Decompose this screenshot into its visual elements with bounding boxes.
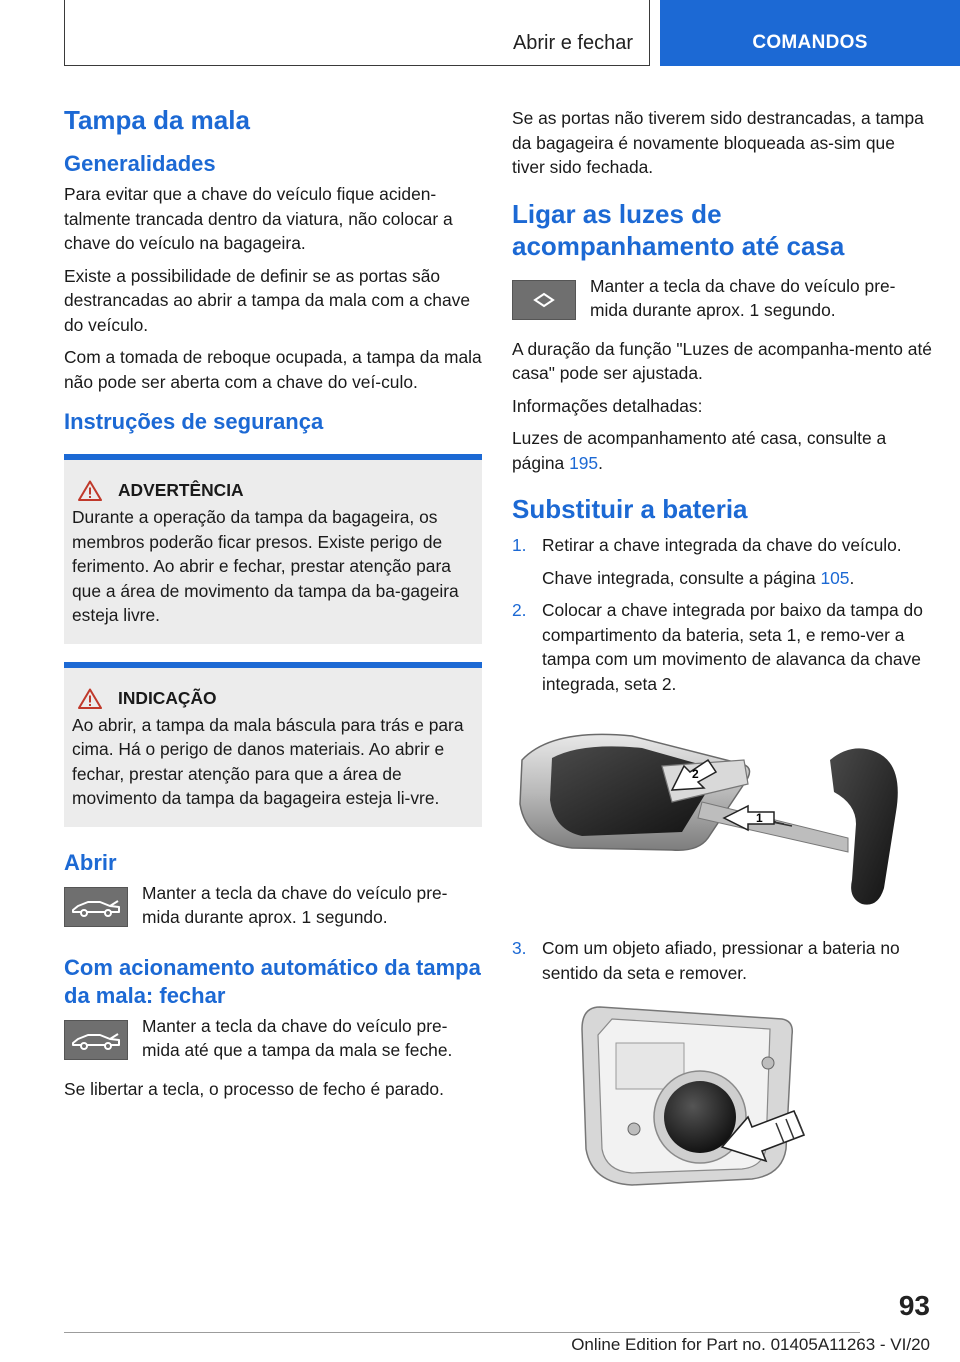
open-heading: Abrir	[64, 849, 117, 875]
car-trunk-icon	[70, 1029, 122, 1051]
lights-paragraph-1: A duração da função "Luzes de acompanha-mento até casa" pode ser ajustada.	[512, 338, 932, 383]
general-paragraph-1: Para evitar que a chave do veículo fique aciden-talmente trancada dentro da viatura, não colocar a chave do veículo na bagageira.	[64, 184, 453, 253]
page-link-195[interactable]: 195	[569, 452, 599, 473]
car-trunk-icon	[70, 896, 122, 918]
step-text: Com um objeto afiado, pressionar a bateria no sentido da seta e remover.	[542, 938, 900, 983]
open-key-text: Manter a tecla da chave do veículo pre-mida durante aprox. 1 segundo.	[142, 882, 448, 927]
lights-key-button-icon	[512, 280, 576, 320]
trunk-close-key-button-icon	[64, 1020, 128, 1060]
step-number: 1.	[512, 535, 527, 555]
notice-title: INDICAÇÃO	[118, 687, 217, 708]
page-link-105[interactable]: 105	[820, 567, 850, 588]
page-number: 93	[898, 1290, 930, 1321]
auto-close-after-text: Se libertar a tecla, o processo de fecho é parado.	[64, 1078, 444, 1099]
trunk-lock-intro: Se as portas não tiverem sido destrancadas, a tampa da bagageira é novamente bloqueada as-sim que tiver sido fechada.	[512, 108, 924, 177]
auto-close-key-text: Manter a tecla da chave do veículo pre-mida até que a tampa da mala se feche.	[142, 1015, 453, 1060]
warning-triangle-icon	[78, 480, 102, 501]
notice-title-row	[78, 688, 474, 709]
key-cover-illustration	[512, 720, 912, 916]
safety-heading: Instruções de segurança	[64, 409, 324, 434]
battery-steps	[512, 533, 932, 558]
header-chapter-tab	[660, 0, 960, 66]
lights-key-instruction	[512, 274, 932, 323]
arrow-label-2: 2	[692, 767, 699, 781]
lights-key-text: Manter a tecla da chave do veículo pre-mida durante aprox. 1 segundo.	[590, 275, 896, 320]
step-number: 3.	[512, 938, 527, 958]
general-paragraph-2: Existe a possibilidade de definir se as portas são destrancadas ao abrir a tampa da mala com a chave do veículo.	[64, 265, 471, 335]
battery-step-2	[512, 598, 932, 696]
battery-removal-figure	[572, 999, 932, 1199]
page-title: Tampa da mala	[64, 105, 250, 135]
battery-heading: Substituir a bateria	[512, 494, 748, 524]
auto-close-key-instruction	[64, 1014, 482, 1063]
general-paragraph-3: Com a tomada de reboque ocupada, a tampa da mala não pode ser aberta com a chave do veí-culo.	[64, 347, 482, 392]
auto-close-heading: Com acionamento automático da tampa da mala: fechar	[64, 954, 481, 1008]
general-heading: Generalidades	[64, 151, 216, 176]
battery-compartment-illustration	[572, 999, 832, 1195]
lights-paragraph-2: Informações detalhadas:	[512, 395, 703, 416]
arrow-label-1: 1	[756, 811, 763, 825]
footer-divider	[64, 1332, 860, 1333]
key-cover-removal-figure	[512, 720, 932, 920]
notice-triangle-icon	[78, 688, 102, 709]
battery-step-1-reference: Chave integrada, consulte a página 105.	[542, 567, 855, 588]
battery-step-1	[512, 533, 932, 558]
lights-paragraph-3: Luzes de acompanhamento até casa, consulte a página 195.	[512, 428, 887, 473]
section-title: Abrir e fechar	[512, 32, 633, 54]
chapter-title: COMANDOS	[752, 32, 868, 53]
warning-box	[64, 454, 482, 644]
warning-text: Durante a operação da tampa da bagageira, os membros poderão ficar presos. Existe perigo de ferimento. Ao abrir e fechar, prestar atenção para que a área de movimento da tampa da ba-gageira esteja livre.	[72, 507, 459, 625]
warning-title: ADVERTÊNCIA	[118, 480, 244, 500]
diamond-unlock-icon	[527, 291, 561, 309]
step-number: 2.	[512, 600, 527, 620]
notice-box	[64, 662, 482, 827]
step-text: Retirar a chave integrada da chave do veículo.	[542, 535, 902, 555]
header-section-tab	[64, 0, 650, 66]
notice-text: Ao abrir, a tampa da mala báscula para trás e para cima. Há o perigo de danos materiais. Ao abrir e fechar, prestar atenção para que a área de movimento da tampa da bagageira esteja li-vre.	[72, 714, 464, 808]
warning-title-row	[78, 480, 474, 501]
battery-step-3	[512, 936, 932, 985]
left-column	[64, 96, 482, 1109]
open-key-instruction	[64, 881, 482, 930]
lights-heading: Ligar as luzes de acompanhamento até casa	[512, 198, 845, 261]
trunk-key-button-icon	[64, 887, 128, 927]
step-text: Colocar a chave integrada por baixo da tampa do compartimento da bateria, seta 1, e remo-ver a tampa com um movimento de alavanca da chave integrada, seta 2.	[542, 600, 923, 694]
edition-footer: Online Edition for Part no. 01405A11263 - VI/20	[571, 1335, 930, 1354]
right-column	[512, 106, 932, 1199]
